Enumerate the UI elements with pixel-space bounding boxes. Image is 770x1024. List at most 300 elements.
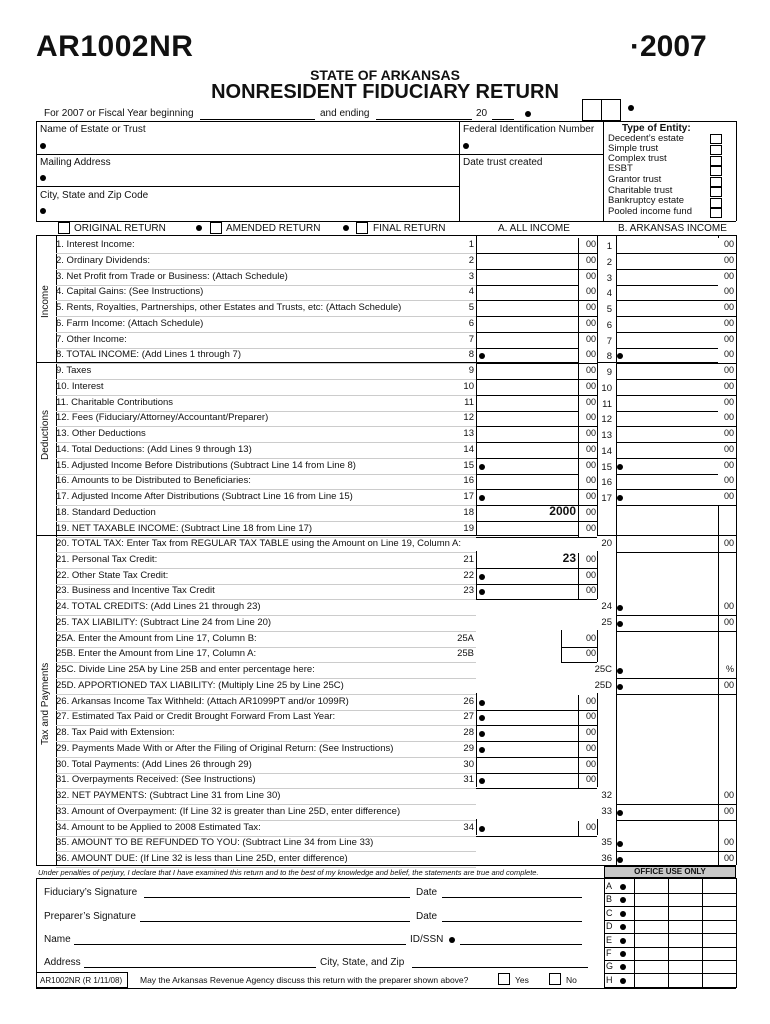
line-11-col-a-field[interactable] — [478, 396, 576, 411]
line-17-col-b-number: 17 — [601, 493, 612, 504]
tax-line-30-number: 30 — [463, 758, 474, 770]
tax-line-23-field[interactable] — [486, 584, 576, 599]
line-17-number: 17 — [463, 491, 474, 502]
tax-line-24-label: 24. TOTAL CREDITS: (Add Lines 21 through 23) — [56, 601, 261, 612]
line-16-col-b-cents: 00 — [723, 475, 734, 486]
tax-line-29-cents: 00 — [585, 742, 596, 753]
line-7-col-a-field[interactable] — [478, 333, 576, 348]
line-1-col-b-field[interactable] — [618, 238, 716, 253]
line-1-col-a-cents: 00 — [585, 239, 596, 249]
line-4-col-b-number: 4 — [606, 288, 612, 300]
line-9-col-b-field[interactable] — [618, 364, 716, 379]
preparer-name-field[interactable] — [74, 944, 406, 945]
office-code-d: D — [606, 921, 613, 932]
preparer-signature-field[interactable] — [140, 921, 410, 922]
bullet-icon — [479, 464, 485, 470]
discuss-yes-checkbox[interactable] — [498, 973, 510, 985]
tax-line-24-field[interactable] — [626, 600, 716, 615]
entity-complex-label: Complex trust — [608, 153, 667, 164]
entity-esbt-checkbox[interactable] — [710, 166, 722, 176]
line-13-col-a-field[interactable] — [478, 427, 576, 442]
line-6-number: 6 — [468, 317, 474, 329]
perjury-statement: Under penalties of perjury, I declare that I have examined this return and to the best of my knowledge and belief, the statements are true and complete. — [38, 868, 539, 877]
preparer-date-field[interactable] — [442, 921, 582, 922]
line-9-number: 9 — [468, 365, 474, 376]
line-1-label: 1. Interest Income: — [56, 239, 135, 250]
line-16-number: 16 — [463, 475, 474, 487]
line-10-col-a-cents: 00 — [585, 380, 596, 391]
line-8-number: 8 — [468, 349, 474, 361]
id-ssn-label: ID/SSN — [410, 934, 444, 945]
form-id: AR1002NR — [36, 30, 194, 63]
line-14-col-b-field[interactable] — [618, 443, 716, 458]
preparer-name-label: Name — [44, 934, 71, 945]
entity-esbt-label: ESBT — [608, 163, 633, 174]
bullet-icon — [40, 175, 46, 181]
line-6-col-b-cents: 00 — [723, 317, 734, 328]
line-2-col-b-field[interactable] — [618, 254, 716, 269]
tax-line-34-number: 34 — [463, 821, 474, 833]
line-9-col-b-cents: 00 — [723, 365, 734, 375]
standard-deduction-value: 2000 — [549, 503, 576, 518]
tax-line-25A-cents: 00 — [585, 632, 596, 643]
line-7-col-a-cents: 00 — [585, 333, 596, 344]
office-code-e: E — [606, 934, 613, 945]
tax-line-25-cents: 00 — [723, 616, 734, 627]
tax-line-25D-field[interactable] — [626, 679, 716, 694]
tax-line-26-label: 26. Arkansas Income Tax Withheld: (Attach AR1099PT and/or 1099R) — [56, 695, 349, 707]
line-6-col-b-field[interactable] — [618, 317, 716, 332]
line-1-col-b-cents: 00 — [723, 239, 734, 249]
line-15-label: 15. Adjusted Income Before Distributions (Subtract Line 14 from Line 8) — [56, 459, 356, 471]
line-4-col-a-cents: 00 — [585, 286, 596, 297]
tax-line-35-label: 35. AMOUNT TO BE REFUNDED TO YOU: (Subtract Line 34 from Line 33) — [56, 837, 374, 849]
fiduciary-date-label: Date — [416, 887, 438, 898]
line-10-col-b-field[interactable] — [618, 380, 716, 395]
office-code-c: C — [606, 907, 613, 918]
tax-line-20-cents: 00 — [723, 538, 734, 548]
line-8-label: 8. TOTAL INCOME: (Add Lines 1 through 7) — [56, 349, 241, 361]
line-4-col-a-field[interactable] — [478, 285, 576, 300]
bullet-icon — [617, 841, 623, 847]
line-8-col-b-cents: 00 — [723, 349, 734, 360]
tax-line-25C-field[interactable] — [626, 663, 716, 678]
entity-simple-label: Simple trust — [608, 143, 659, 154]
line-19-number: 19 — [463, 522, 474, 534]
tax-line-36-field[interactable] — [626, 852, 716, 867]
line-10-col-b-number: 10 — [601, 382, 612, 394]
tax-line-32-field[interactable] — [626, 789, 716, 804]
tax-line-25-label: 25. TAX LIABILITY: (Subtract Line 24 from Line 20) — [56, 616, 272, 628]
city-state-zip-field[interactable] — [50, 203, 450, 219]
line-7-col-b-field[interactable] — [618, 333, 716, 348]
tax-line-27-cents: 00 — [585, 711, 596, 722]
line-15-col-b-cents: 00 — [723, 459, 734, 470]
bullet-icon — [449, 937, 455, 943]
tax-line-21-cents: 00 — [585, 553, 596, 564]
tax-line-25B-label: 25B. Enter the Amount from Line 17, Column A: — [56, 648, 257, 660]
tax-line-25B-cents: 00 — [585, 648, 596, 659]
bullet-icon — [479, 826, 485, 832]
tax-line-25B-number: 25B — [457, 648, 474, 660]
line-12-col-b-number: 12 — [601, 414, 612, 426]
tax-line-25A-number: 25A — [457, 632, 474, 644]
line-2-number: 2 — [468, 254, 474, 266]
estate-name-label: Name of Estate or Trust — [40, 124, 146, 135]
line-14-col-a-field[interactable] — [478, 443, 576, 458]
address-field[interactable] — [84, 967, 316, 968]
city-state-zip-footer-label: City, State, and Zip — [320, 957, 405, 968]
tax-line-25D-number: 25D — [594, 679, 612, 691]
tax-line-34-label: 34. Amount to be Applied to 2008 Estimated Tax: — [56, 821, 261, 833]
line-3-col-b-field[interactable] — [618, 270, 716, 285]
entity-charitable-checkbox[interactable] — [710, 187, 722, 197]
code-box-1[interactable] — [582, 99, 602, 121]
fiduciary-date-field[interactable] — [442, 897, 582, 898]
line-4-number: 4 — [468, 286, 474, 298]
office-code-a: A — [606, 881, 613, 891]
bullet-icon — [479, 589, 485, 595]
tax-line-28-cents: 00 — [585, 727, 596, 737]
tax-line-24-cents: 00 — [723, 601, 734, 611]
entity-grantor-label: Grantor trust — [608, 174, 662, 185]
bullet-icon — [620, 924, 626, 930]
tax-line-28-field[interactable] — [486, 726, 576, 741]
line-5-number: 5 — [468, 302, 474, 313]
tax-line-25-field[interactable] — [626, 616, 716, 631]
bullet-icon — [40, 143, 46, 149]
line-4-col-b-field[interactable] — [618, 285, 716, 300]
tax-line-25A-label: 25A. Enter the Amount from Line 17, Column B: — [56, 632, 257, 644]
line-9-label: 9. Taxes — [56, 365, 92, 376]
bullet-icon — [628, 105, 634, 111]
bullet-icon — [620, 964, 626, 970]
office-code-g: G — [606, 961, 614, 972]
line-7-col-b-number: 7 — [606, 335, 612, 347]
line-4-label: 4. Capital Gains: (See Instructions) — [56, 286, 204, 298]
line-17-col-b-cents: 00 — [723, 491, 734, 501]
line-12-col-a-cents: 00 — [585, 412, 596, 423]
fiscal-year-label: For 2007 or Fiscal Year beginning — [44, 108, 194, 119]
bullet-icon — [463, 143, 469, 149]
line-18-number: 18 — [463, 506, 474, 518]
line-3-col-b-number: 3 — [606, 272, 612, 284]
tax-line-30-field[interactable] — [486, 758, 576, 773]
entity-type-title: Type of Entity: — [622, 123, 691, 134]
tax-line-29-label: 29. Payments Made With or After the Filing of Original Return: (See Instructions) — [56, 742, 394, 754]
line-16-col-b-number: 16 — [601, 477, 612, 489]
bullet-icon — [479, 574, 485, 580]
office-code-b: B — [606, 894, 613, 905]
bullet-icon — [196, 225, 202, 231]
entity-decedent-label: Decedent’s estate — [608, 133, 684, 144]
final-return-checkbox[interactable] — [356, 222, 368, 234]
tax-line-25C-label: 25C. Divide Line 25A by Line 25B and enter percentage here: — [56, 664, 315, 675]
line-16-col-a-cents: 00 — [585, 475, 596, 486]
line-13-col-b-number: 13 — [601, 430, 612, 441]
line-1-col-b-number: 1 — [606, 241, 612, 252]
tax-line-28-label: 28. Tax Paid with Extension: — [56, 727, 175, 738]
final-return-label: FINAL RETURN — [373, 223, 446, 234]
line-16-col-a-field[interactable] — [478, 474, 576, 489]
line-9-col-a-cents: 00 — [585, 365, 596, 375]
line-6-col-b-number: 6 — [606, 319, 612, 331]
office-code-f: F — [606, 948, 612, 958]
column-a-header: A. ALL INCOME — [498, 223, 570, 234]
line-5-col-b-cents: 00 — [723, 302, 734, 312]
original-return-checkbox[interactable] — [58, 222, 70, 234]
line-15-col-b-field[interactable] — [618, 459, 716, 474]
office-code-h: H — [606, 974, 613, 985]
bullet-icon — [620, 897, 626, 903]
fiscal-end-field[interactable] — [376, 119, 472, 120]
entity-pooled-checkbox[interactable] — [710, 208, 722, 218]
line-11-number: 11 — [464, 396, 474, 408]
line-13-col-b-cents: 00 — [723, 428, 734, 438]
tax-line-23-cents: 00 — [585, 585, 596, 596]
line-13-number: 13 — [463, 428, 474, 439]
id-ssn-field[interactable] — [460, 944, 582, 945]
tax-line-32-number: 32 — [601, 790, 612, 801]
line-2-col-a-field[interactable] — [478, 254, 576, 269]
mailing-address-label: Mailing Address — [40, 157, 111, 168]
bullet-icon — [620, 938, 626, 944]
line-6-label: 6. Farm Income: (Attach Schedule) — [56, 317, 204, 329]
line-14-col-a-cents: 00 — [585, 443, 596, 454]
bullet-icon — [620, 978, 626, 984]
tax-line-31-cents: 00 — [585, 774, 596, 785]
tax-line-22-label: 22. Other State Tax Credit: — [56, 569, 169, 581]
line-15-col-b-number: 15 — [601, 461, 612, 473]
amended-return-checkbox[interactable] — [210, 222, 222, 234]
bullet-icon — [617, 605, 623, 611]
entity-grantor-checkbox[interactable] — [710, 177, 722, 187]
entity-complex-checkbox[interactable] — [710, 156, 722, 166]
bullet-icon — [617, 464, 623, 470]
line-4-col-b-cents: 00 — [723, 286, 734, 297]
tax-line-21-number: 21 — [463, 553, 474, 565]
line-5-col-a-cents: 00 — [585, 302, 596, 312]
bullet-icon — [617, 668, 623, 674]
page-title: NONRESIDENT FIDUCIARY RETURN — [211, 81, 559, 103]
fiscal-begin-field[interactable] — [200, 119, 315, 120]
bullet-icon — [40, 208, 46, 214]
tax-line-31-number: 31 — [463, 774, 474, 786]
tax-line-32-label: 32. NET PAYMENTS: (Subtract Line 31 from Line 30) — [56, 790, 281, 801]
preparer-signature-label: Preparer’s Signature — [44, 911, 136, 922]
line-5-col-a-field[interactable] — [478, 301, 576, 316]
line-8-col-a-field[interactable] — [478, 348, 576, 363]
line-5-col-b-field[interactable] — [618, 301, 716, 316]
fiduciary-signature-label: Fiduciary’s Signature — [44, 887, 138, 898]
tax-line-32-cents: 00 — [723, 790, 734, 800]
line-11-col-b-field[interactable] — [618, 396, 716, 411]
fiscal-20-label: 20 — [476, 108, 488, 119]
line-19-col-a-cents: 00 — [585, 522, 596, 533]
line-9-col-a-field[interactable] — [478, 364, 576, 379]
line-6-col-a-field[interactable] — [478, 317, 576, 332]
line-7-number: 7 — [468, 333, 474, 345]
entity-bankruptcy-label: Bankruptcy estate — [608, 195, 685, 206]
line-2-col-a-cents: 00 — [585, 254, 596, 265]
tax-line-28-number: 28 — [463, 727, 474, 738]
tax-line-25C-number: 25C — [594, 664, 612, 675]
line-12-col-b-field[interactable] — [618, 411, 716, 426]
tax-line-25-number: 25 — [601, 616, 612, 628]
city-state-zip-label: City, State and Zip Code — [40, 190, 149, 201]
form-revision: AR1002NR (R 1/11/08) — [40, 976, 123, 985]
original-return-label: ORIGINAL RETURN — [74, 223, 166, 234]
bullet-icon — [620, 884, 626, 890]
line-2-label: 2. Ordinary Dividends: — [56, 254, 150, 266]
line-7-label: 7. Other Income: — [56, 333, 127, 345]
fiscal-ending-label: and ending — [320, 108, 370, 119]
tax-line-29-number: 29 — [463, 742, 474, 754]
office-use-label: OFFICE USE ONLY — [634, 867, 706, 876]
line-2-col-b-cents: 00 — [723, 254, 734, 265]
fein-field[interactable] — [473, 137, 598, 153]
bullet-icon — [479, 495, 485, 501]
tax-line-31-field[interactable] — [486, 773, 576, 788]
entity-bankruptcy-checkbox[interactable] — [710, 198, 722, 208]
bullet-icon — [479, 700, 485, 706]
line-13-label: 13. Other Deductions — [56, 428, 146, 439]
tax-line-33-cents: 00 — [723, 805, 734, 816]
line-16-label: 16. Amounts to be Distributed to Beneficiaries: — [56, 475, 251, 487]
line-2-col-b-number: 2 — [606, 256, 612, 268]
line-17-col-a-field[interactable] — [478, 490, 576, 505]
entity-charitable-label: Charitable trust — [608, 185, 673, 196]
mailing-address-field[interactable] — [50, 170, 450, 186]
preparer-date-label: Date — [416, 911, 438, 922]
bullet-icon — [617, 810, 623, 816]
tax-line-36-label: 36. AMOUNT DUE: (If Line 32 is less than Line 25D, enter difference) — [56, 853, 348, 864]
tax-line-23-label: 23. Business and Incentive Tax Credit — [56, 585, 215, 597]
tax-line-22-field[interactable] — [486, 569, 576, 584]
code-box-2[interactable] — [601, 99, 621, 121]
entity-decedent-checkbox[interactable] — [710, 134, 722, 144]
tax-line-26-number: 26 — [463, 695, 474, 707]
city-state-zip-footer-field[interactable] — [412, 967, 588, 968]
line-3-label: 3. Net Profit from Trade or Business: (Attach Schedule) — [56, 270, 288, 282]
entity-simple-checkbox[interactable] — [710, 145, 722, 155]
bullet-icon — [617, 684, 623, 690]
tax-line-26-field[interactable] — [486, 695, 576, 710]
bullet-icon — [479, 731, 485, 737]
tax-line-22-cents: 00 — [585, 569, 596, 580]
line-12-label: 12. Fees (Fiduciary/Attorney/Accountant/Preparer) — [56, 412, 269, 424]
line-14-col-b-cents: 00 — [723, 443, 734, 454]
fiduciary-signature-field[interactable] — [144, 897, 410, 898]
line-11-col-b-number: 11 — [602, 398, 612, 410]
line-17-col-a-cents: 00 — [585, 491, 596, 501]
line-3-col-b-cents: 00 — [723, 270, 734, 281]
line-13-col-a-cents: 00 — [585, 428, 596, 438]
line-11-col-a-cents: 00 — [585, 396, 596, 407]
bullet-icon — [525, 111, 531, 117]
tax-section-label: Tax and Payments — [40, 662, 51, 745]
tax-line-25C-percent: % — [725, 664, 734, 674]
tax-line-25D-cents: 00 — [723, 679, 734, 690]
tax-line-31-label: 31. Overpayments Received: (See Instructions) — [56, 774, 256, 786]
line-13-col-b-field[interactable] — [618, 427, 716, 442]
estate-name-field[interactable] — [50, 137, 450, 153]
tax-line-27-field[interactable] — [486, 710, 576, 725]
tax-line-29-field[interactable] — [486, 742, 576, 757]
line-5-col-b-number: 5 — [606, 304, 612, 315]
line-17-col-b-field[interactable] — [618, 490, 716, 505]
line-10-col-a-field[interactable] — [478, 380, 576, 395]
date-created-field[interactable] — [463, 170, 598, 186]
bullet-icon — [479, 715, 485, 721]
line-11-label: 11. Charitable Contributions — [56, 396, 174, 408]
line-10-col-b-cents: 00 — [723, 380, 734, 391]
discuss-yes-label: Yes — [515, 975, 529, 985]
line-10-label: 10. Interest — [56, 380, 104, 392]
line-17-label: 17. Adjusted Income After Distributions (Subtract Line 16 from Line 15) — [56, 491, 353, 502]
amended-return-label: AMENDED RETURN — [226, 223, 321, 234]
column-b-header: B. ARKANSAS INCOME — [618, 223, 727, 234]
form-year: ·2007 — [630, 30, 707, 63]
tax-line-35-cents: 00 — [723, 837, 734, 848]
tax-line-33-field[interactable] — [626, 805, 716, 820]
line-19-col-a-field[interactable] — [478, 522, 576, 537]
bullet-icon — [617, 857, 623, 863]
tax-line-35-field[interactable] — [626, 836, 716, 851]
bullet-icon — [620, 911, 626, 917]
line-8-col-b-number: 8 — [606, 351, 612, 363]
state-name: STATE OF ARKANSAS — [310, 67, 460, 83]
line-15-col-a-field[interactable] — [478, 459, 576, 474]
date-created-label: Date trust created — [463, 157, 543, 168]
tax-line-20-field[interactable] — [626, 537, 716, 552]
line-19-label: 19. NET TAXABLE INCOME: (Subtract Line 18 from Line 17) — [56, 522, 313, 534]
tax-line-25B-field[interactable] — [478, 647, 558, 662]
line-1-number: 1 — [468, 239, 474, 250]
line-1-col-a-field[interactable] — [478, 238, 576, 253]
discuss-no-checkbox[interactable] — [549, 973, 561, 985]
line-8-col-a-cents: 00 — [585, 349, 596, 360]
line-12-col-a-field[interactable] — [478, 411, 576, 426]
tax-line-30-label: 30. Total Payments: (Add Lines 26 through 29) — [56, 758, 252, 770]
line-16-col-b-field[interactable] — [618, 474, 716, 489]
tax-line-25D-label: 25D. APPORTIONED TAX LIABILITY: (Multiply Line 25 by Line 25C) — [56, 679, 344, 691]
line-12-col-b-cents: 00 — [723, 412, 734, 423]
tax-line-34-field[interactable] — [486, 821, 576, 836]
tax-line-25A-field[interactable] — [478, 632, 558, 647]
tax-line-30-cents: 00 — [585, 758, 596, 769]
discuss-no-label: No — [566, 975, 577, 985]
line-7-col-b-cents: 00 — [723, 333, 734, 344]
tax-line-36-cents: 00 — [723, 853, 734, 863]
line-8-col-b-field[interactable] — [618, 348, 716, 363]
fiscal-year-suffix-field[interactable] — [492, 119, 514, 120]
tax-line-22-number: 22 — [463, 569, 474, 581]
bullet-icon — [343, 225, 349, 231]
line-12-number: 12 — [463, 412, 474, 424]
entity-pooled-label: Pooled income fund — [608, 206, 692, 217]
line-3-col-a-field[interactable] — [478, 270, 576, 285]
line-10-number: 10 — [463, 380, 474, 392]
bullet-icon — [620, 951, 626, 957]
income-section-label: Income — [40, 285, 51, 318]
line-18-col-a-cents: 00 — [585, 506, 596, 517]
bullet-icon — [479, 778, 485, 784]
fein-label: Federal Identification Number — [463, 124, 595, 135]
personal-credit-value: 23 — [562, 550, 576, 565]
discuss-question: May the Arkansas Revenue Agency discuss this return with the preparer shown above? — [140, 975, 469, 985]
line-18-label: 18. Standard Deduction — [56, 506, 156, 518]
